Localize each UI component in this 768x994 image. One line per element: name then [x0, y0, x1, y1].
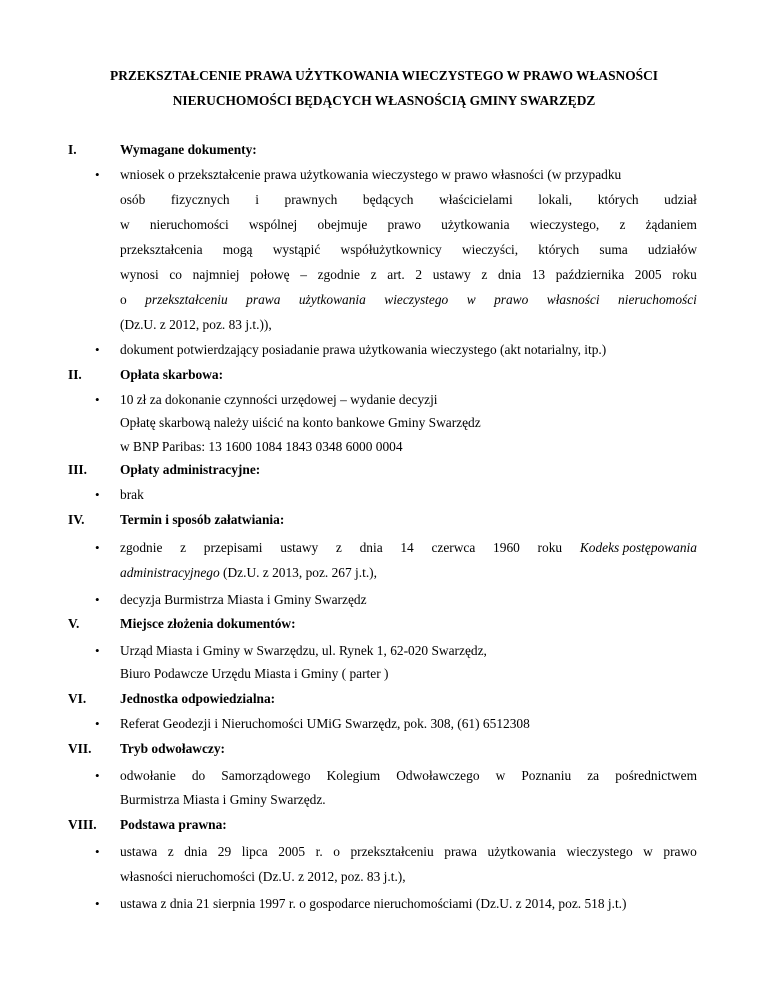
section-heading: Opłata skarbowa: — [120, 367, 224, 382]
word: prawnych — [284, 192, 338, 207]
word: których — [597, 192, 639, 207]
word: prawo — [387, 217, 421, 232]
word: za — [587, 768, 600, 783]
word: prawo — [663, 844, 697, 859]
section-number: III. — [68, 462, 87, 477]
justified-line — [120, 290, 697, 310]
word: 13 — [531, 267, 546, 282]
paragraph-line: Burmistrza Miasta i Gminy Swarzędz. — [120, 792, 326, 807]
bullet: • — [95, 392, 100, 407]
word: z — [180, 540, 187, 555]
bullet: • — [95, 716, 100, 731]
paragraph-line: ustawa z dnia 21 sierpnia 1997 r. o gospodarce nieruchomościami (Dz.U. z 2014, poz. 518 j.t.) — [120, 896, 627, 911]
word: obejmuje — [317, 217, 368, 232]
bullet: • — [95, 844, 100, 859]
section-number: V. — [68, 616, 80, 631]
bullet: • — [95, 487, 100, 502]
word: z — [167, 844, 174, 859]
word: użytkowania — [298, 292, 366, 307]
word: ustawy — [280, 540, 319, 555]
word: nieruchomości — [618, 292, 697, 307]
word: – — [300, 267, 307, 282]
justified-line — [120, 215, 697, 235]
word: współużytkownicy — [340, 242, 442, 257]
word: będących — [362, 192, 414, 207]
section-number: VI. — [68, 691, 87, 706]
word: Kolegium — [326, 768, 381, 783]
title-line-1: PRZEKSZTAŁCENIE PRAWA UŻYTKOWANIA WIECZYSTEGO W PRAWO WŁASNOŚCI — [110, 68, 658, 83]
paragraph-line: Opłatę skarbową należy uiścić na konto bankowe Gminy Swarzędz — [120, 415, 481, 430]
word: dnia — [184, 844, 208, 859]
word: wieczystego — [566, 844, 633, 859]
word: użytkowania — [441, 217, 510, 232]
word: wystąpić — [272, 242, 321, 257]
word: wieczystego — [384, 292, 449, 307]
word: żądaniem — [645, 217, 697, 232]
word: z — [481, 267, 488, 282]
word: Samorządowego — [221, 768, 311, 783]
word: prawa — [444, 844, 477, 859]
word: wspólnej — [248, 217, 298, 232]
section-heading: Jednostka odpowiedzialna: — [120, 691, 276, 706]
citation: (Dz.U. z 2013, poz. 267 j.t.), — [219, 565, 377, 580]
justified-line — [120, 240, 697, 260]
word: dnia — [359, 540, 383, 555]
word: najmniej — [192, 267, 240, 282]
word: których — [538, 242, 580, 257]
word: w — [466, 292, 476, 307]
paragraph-line: własności nieruchomości (Dz.U. z 2012, poz. 83 j.t.), — [120, 869, 406, 884]
word: osób — [120, 192, 146, 207]
word: 2005 — [634, 267, 662, 282]
section-heading: Tryb odwoławczy: — [120, 741, 226, 756]
word: przekształcenia — [120, 242, 203, 257]
document-title — [0, 63, 768, 113]
bullet: • — [95, 643, 100, 658]
word: w — [643, 844, 653, 859]
word: użytkowania — [487, 844, 556, 859]
bullet: • — [95, 592, 100, 607]
section-number: VIII. — [68, 817, 97, 832]
bullet: • — [95, 167, 100, 182]
word: w — [120, 217, 130, 232]
paragraph-line: Referat Geodezji i Nieruchomości UMiG Swarzędz, pok. 308, (61) 6512308 — [120, 716, 530, 731]
section-heading: Wymagane dokumenty: — [120, 142, 257, 157]
word: ustawa — [120, 844, 158, 859]
bullet: • — [95, 896, 100, 911]
word: do — [191, 768, 206, 783]
section-heading: Podstawa prawna: — [120, 817, 227, 832]
word: nieruchomości — [149, 217, 229, 232]
word: z — [619, 217, 626, 232]
word: połowę — [250, 267, 290, 282]
word: własności — [546, 292, 600, 307]
word: 1960 — [493, 540, 520, 555]
word: z — [370, 267, 377, 282]
paragraph-line: Urząd Miasta i Gminy w Swarzędzu, ul. Rynek 1, 62-020 Swarzędz, — [120, 643, 487, 658]
word: dnia — [497, 267, 522, 282]
word: wynosi — [120, 267, 159, 282]
section-heading: Opłaty administracyjne: — [120, 462, 261, 477]
section-number: II. — [68, 367, 82, 382]
section-heading: Miejsce złożenia dokumentów: — [120, 616, 296, 631]
word: udziałów — [647, 242, 697, 257]
word: roku — [537, 540, 563, 555]
word: o — [333, 844, 340, 859]
word: fizycznych — [170, 192, 230, 207]
word: ustawy — [432, 267, 471, 282]
paragraph-line: decyzja Burmistrza Miasta i Gminy Swarzędz — [120, 592, 367, 607]
italic-title: administracyjnego — [120, 565, 220, 580]
justified-line — [120, 766, 697, 786]
paragraph-line: 10 zł za dokonanie czynności urzędowej – wydanie decyzji — [120, 392, 438, 407]
word: zgodnie — [317, 267, 360, 282]
justified-line — [120, 538, 697, 558]
word: Poznaniu — [521, 768, 572, 783]
section-number: IV. — [68, 512, 85, 527]
word: i — [255, 192, 259, 207]
word: prawo — [494, 292, 529, 307]
word: przepisami — [203, 540, 263, 555]
word: co — [169, 267, 182, 282]
word: udział — [664, 192, 697, 207]
word: odwołanie — [120, 768, 176, 783]
paragraph-line: (Dz.U. z 2012, poz. 83 j.t.)), — [120, 317, 272, 332]
word: w — [495, 768, 506, 783]
word: pośrednictwem — [615, 768, 697, 783]
justified-line — [120, 842, 697, 862]
paragraph-line: wniosek o przekształcenie prawa użytkowania wieczystego w prawo własności (w przypadku — [120, 167, 622, 182]
bullet: • — [95, 342, 100, 357]
word: suma — [599, 242, 628, 257]
paragraph-line: dokument potwierdzający posiadanie prawa użytkowania wieczystego (akt notarialny, itp.) — [120, 342, 607, 357]
bullet: • — [95, 540, 100, 555]
word: 29 — [217, 844, 232, 859]
word: art. — [387, 267, 405, 282]
word: czerwca — [431, 540, 476, 555]
word: lokali, — [538, 192, 573, 207]
paragraph-line — [120, 563, 377, 583]
word: zgodnie — [120, 540, 163, 555]
word: właścicielami — [439, 192, 513, 207]
paragraph-line: brak — [120, 487, 144, 502]
word: przekształceniu — [350, 844, 434, 859]
section-number: I. — [68, 142, 77, 157]
section-heading: Termin i sposób załatwiania: — [120, 512, 285, 527]
section-number: VII. — [68, 741, 92, 756]
word: 14 — [400, 540, 414, 555]
word: r. — [315, 844, 323, 859]
word: z — [335, 540, 342, 555]
word: Odwoławczego — [396, 768, 480, 783]
word: o — [120, 292, 127, 307]
word: 2005 — [278, 844, 306, 859]
word: 2 — [415, 267, 423, 282]
word: października — [555, 267, 625, 282]
title-line-2: NIERUCHOMOŚCI BĘDĄCYCH WŁASNOŚCIĄ GMINY SWARZĘDZ — [172, 93, 596, 108]
word: przekształceniu — [145, 292, 228, 307]
word: roku — [672, 267, 697, 282]
justified-line — [120, 190, 697, 210]
paragraph-line: Biuro Podawcze Urzędu Miasta i Gminy ( parter ) — [120, 666, 389, 681]
word: wieczyści, — [461, 242, 519, 257]
bullet: • — [95, 768, 100, 783]
word: wieczystego, — [529, 217, 600, 232]
word: lipca — [241, 844, 268, 859]
word: mogą — [222, 242, 253, 257]
justified-line — [120, 265, 697, 285]
italic-title: Kodeks postępowania — [579, 540, 697, 555]
paragraph-line: w BNP Paribas: 13 1600 1084 1843 0348 6000 0004 — [120, 439, 403, 454]
word: prawa — [246, 292, 281, 307]
